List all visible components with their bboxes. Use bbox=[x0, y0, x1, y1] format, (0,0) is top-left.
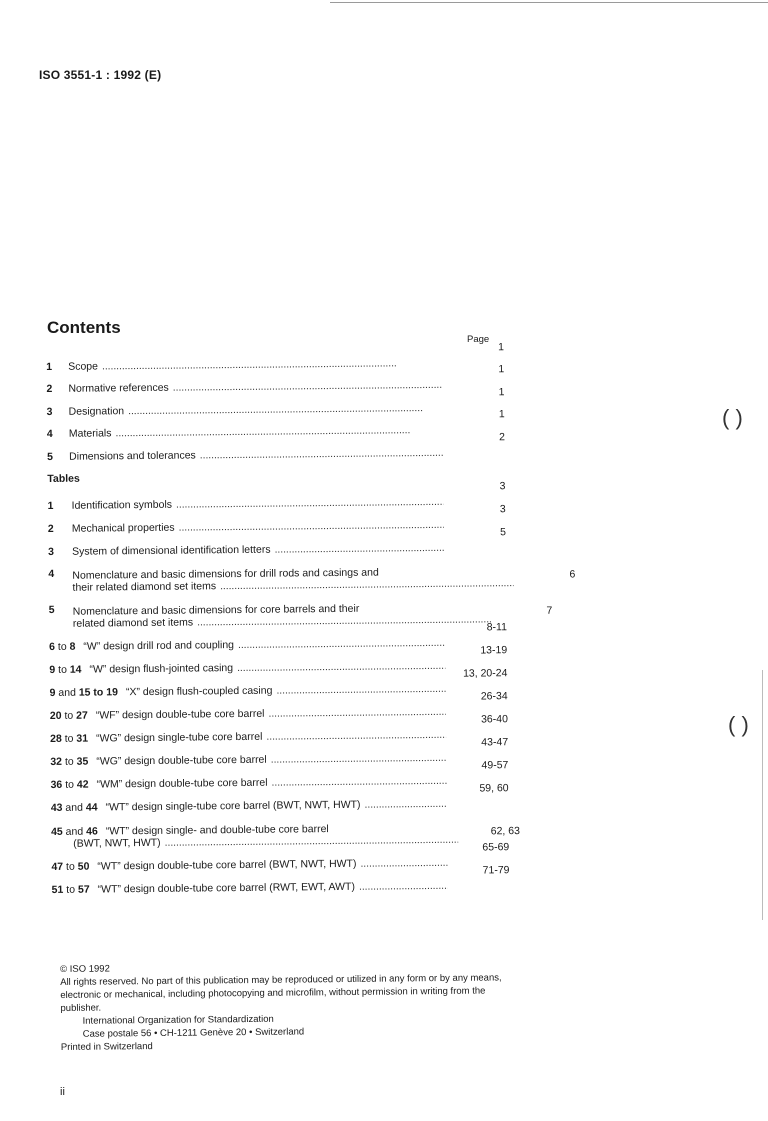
copyright-line: © ISO 1992 bbox=[60, 963, 110, 975]
binder-hole-top: ( ) bbox=[722, 405, 743, 430]
toc-range-28-31[interactable]: 28 to 31 “WG” design single-tube core barrel . . . 36-40 bbox=[50, 717, 508, 745]
top-rule bbox=[330, 2, 768, 3]
printed-in: Printed in Switzerland bbox=[60, 1041, 153, 1053]
rights-text: All rights reserved. No part of this publication may be reproduced or utilized in any form or by any means, electronic or mechanical, including photocopying and microfilm, without permission in writing from the publisher. bbox=[60, 972, 502, 1014]
table-of-contents bbox=[46, 340, 576, 896]
toc-entry-normative-references[interactable]: 2 Normative references . . . 1 bbox=[46, 368, 504, 395]
scan-edge-line bbox=[762, 670, 763, 920]
toc-range-9-15-19[interactable]: 9 and 15 to 19 “X” design flush-coupled casing . . . 13, 20-24 bbox=[49, 671, 507, 699]
org-address: Case postale 56 • CH-1211 Genève 20 • Switzerland bbox=[82, 1026, 305, 1040]
toc-table-3[interactable]: 3 System of dimensional identification letters . . . 5 bbox=[48, 530, 506, 558]
page-column-label: Page bbox=[467, 334, 490, 345]
toc-entry-dimensions[interactable]: 5 Dimensions and tolerances . . . 2 bbox=[47, 435, 505, 462]
toc-table-4[interactable]: 4 Nomenclature and basic dimensions for drill rods and casings and their related diamond set items . . . 6 bbox=[48, 553, 506, 594]
toc-table-2[interactable]: 2 Mechanical properties . . . 3 bbox=[48, 507, 506, 535]
toc-entry-scope[interactable]: 1 Scope . . . 1 bbox=[46, 345, 504, 372]
page-number: ii bbox=[60, 1086, 65, 1098]
toc-range-51-57[interactable]: 51 to 57 “WT” design double-tube core barrel (RWT, EWT, AWT) . . . 71-79 bbox=[51, 868, 509, 896]
toc-table-5[interactable]: 5 Nomenclature and basic dimensions for core barrels and their related diamond set items . . . 7 bbox=[49, 589, 507, 630]
toc-range-9-14[interactable]: 9 to 14 “W” design flush-jointed casing . . . 13-19 bbox=[49, 648, 507, 676]
toc-range-45-46[interactable]: 45 and 46 “WT” design single- and double-tube core barrel (BWT, NWT, HWT) . . . 62, 63 bbox=[51, 809, 509, 850]
page-title: Contents bbox=[47, 318, 121, 337]
toc-table-1[interactable]: 1 Identification symbols . . . 3 bbox=[47, 484, 505, 512]
org-name: International Organization for Standardization bbox=[82, 1013, 274, 1027]
binder-hole-bottom: ( ) bbox=[728, 712, 749, 737]
document-header: ISO 3551-1 : 1992 (E) bbox=[39, 68, 162, 82]
toc-entry-materials[interactable]: 4 Materials . . . 1 bbox=[47, 413, 505, 440]
toc-range-43-44[interactable]: 43 and 44 “WT” design single-tube core barrel (BWT, NWT, HWT) . . . 59, 60 bbox=[51, 786, 509, 814]
toc-range-6-8[interactable]: 6 to 8 “W” design drill rod and coupling . . . 8-11 bbox=[49, 625, 507, 653]
tables-heading: Tables bbox=[47, 472, 80, 485]
toc-range-32-35[interactable]: 32 to 35 “WG” design double-tube core barrel . . . 43-47 bbox=[50, 740, 508, 768]
toc-range-36-42[interactable]: 36 to 42 “WM” design double-tube core barrel . . . 49-57 bbox=[50, 763, 508, 791]
toc-range-47-50[interactable]: 47 to 50 “WT” design double-tube core barrel (BWT, NWT, HWT) . . . 65-69 bbox=[51, 845, 509, 873]
toc-range-20-27[interactable]: 20 to 27 “WF” design double-tube core barrel . . . 26-34 bbox=[50, 694, 508, 722]
toc-entry-designation[interactable]: 3 Designation . . . 1 bbox=[46, 390, 504, 417]
copyright-block bbox=[60, 958, 511, 1054]
